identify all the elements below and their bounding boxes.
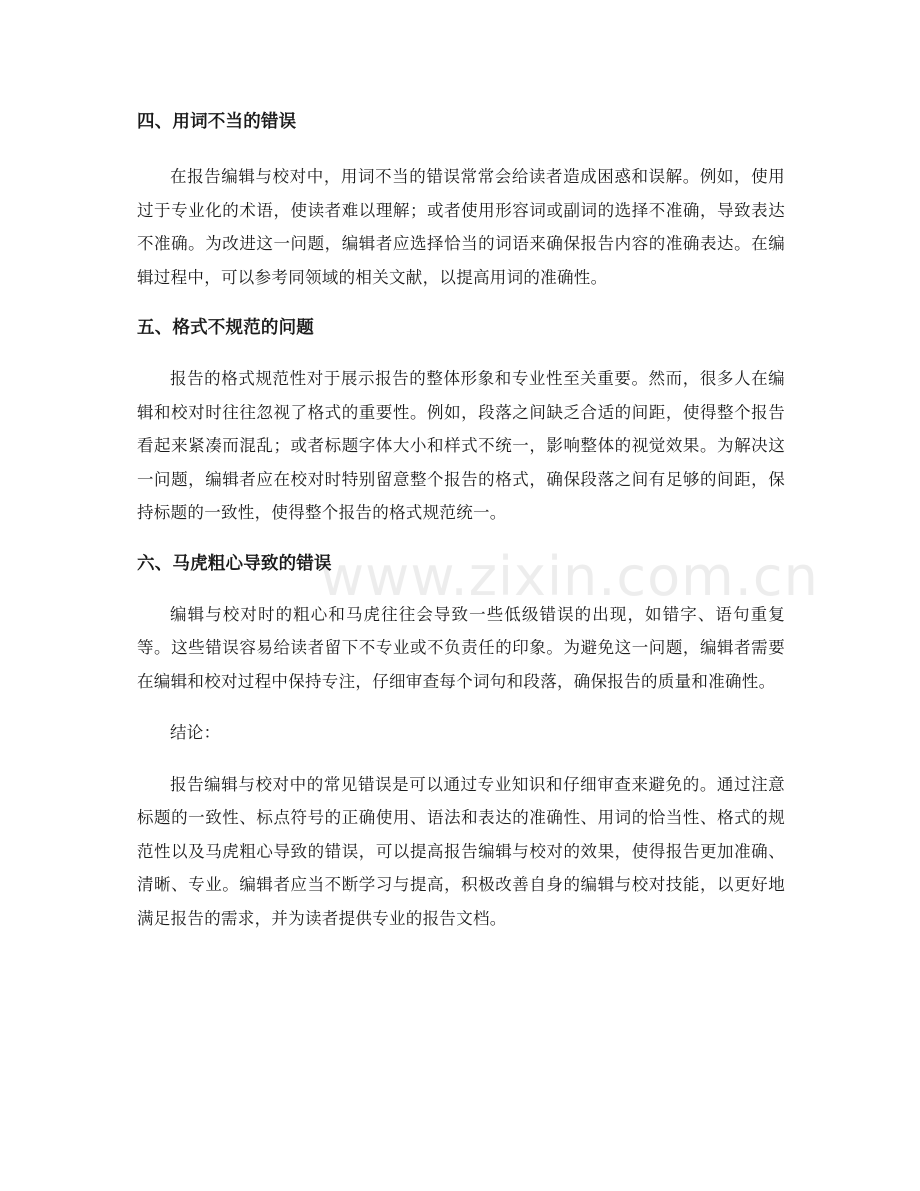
- section-heading-4: 四、用词不当的错误: [137, 112, 297, 132]
- watermark: www.zixin.com.cn: [320, 545, 819, 608]
- section-paragraph-5: 报告的格式规范性对于展示报告的整体形象和专业性至关重要。然而，很多人在编辑和校对时往往忽视了格式的重要性。例如，段落之间缺乏合适的间距，使得整个报告看起来紧凑而混乱；或者标题字体大小和样式不统一，影响整体的视觉效果。为解决这一问题，编辑者应在校对时特别留意整个报告的格式，确保段落之间有足够的间距，保持标题的一致性，使得整个报告的格式规范统一。: [137, 369, 785, 522]
- conclusion-paragraph: 报告编辑与校对中的常见错误是可以通过专业知识和仔细审查来避免的。通过注意标题的一致性、标点符号的正确使用、语法和表达的准确性、用词的恰当性、格式的规范性以及马虎粗心导致的错误，可以提高报告编辑与校对的效果，使得报告更加准确、清晰、专业。编辑者应当不断学习与提高，积极改善自身的编辑与校对技能，以更好地满足报告的需求，并为读者提供专业的报告文档。: [137, 774, 785, 928]
- section-heading-6: 六、马虎粗心导致的错误: [137, 553, 332, 574]
- conclusion-label: 结论：: [170, 723, 221, 742]
- document-page: [137, 104, 785, 935]
- section-heading-5: 五、格式不规范的问题: [137, 318, 314, 338]
- section-paragraph-6: 编辑与校对时的粗心和马虎往往会导致一些低级错误的出现，如错字、语句重复等。这些错误容易给读者留下不专业或不负责任的印象。为避免这一问题，编辑者需要在编辑和校对过程中保持专注，仔细审查每个词句和段落，确保报告的质量和准确性。: [137, 604, 785, 691]
- section-paragraph-4: 在报告编辑与校对中，用词不当的错误常常会给读者造成困惑和误解。例如，使用过于专业化的术语，使读者难以理解；或者使用形容词或副词的选择不准确，导致表达不准确。为改进这一问题，编辑者应选择恰当的词语来确保报告内容的准确表达。在编辑过程中，可以参考同领域的相关文献，以提高用词的准确性。: [137, 167, 785, 287]
